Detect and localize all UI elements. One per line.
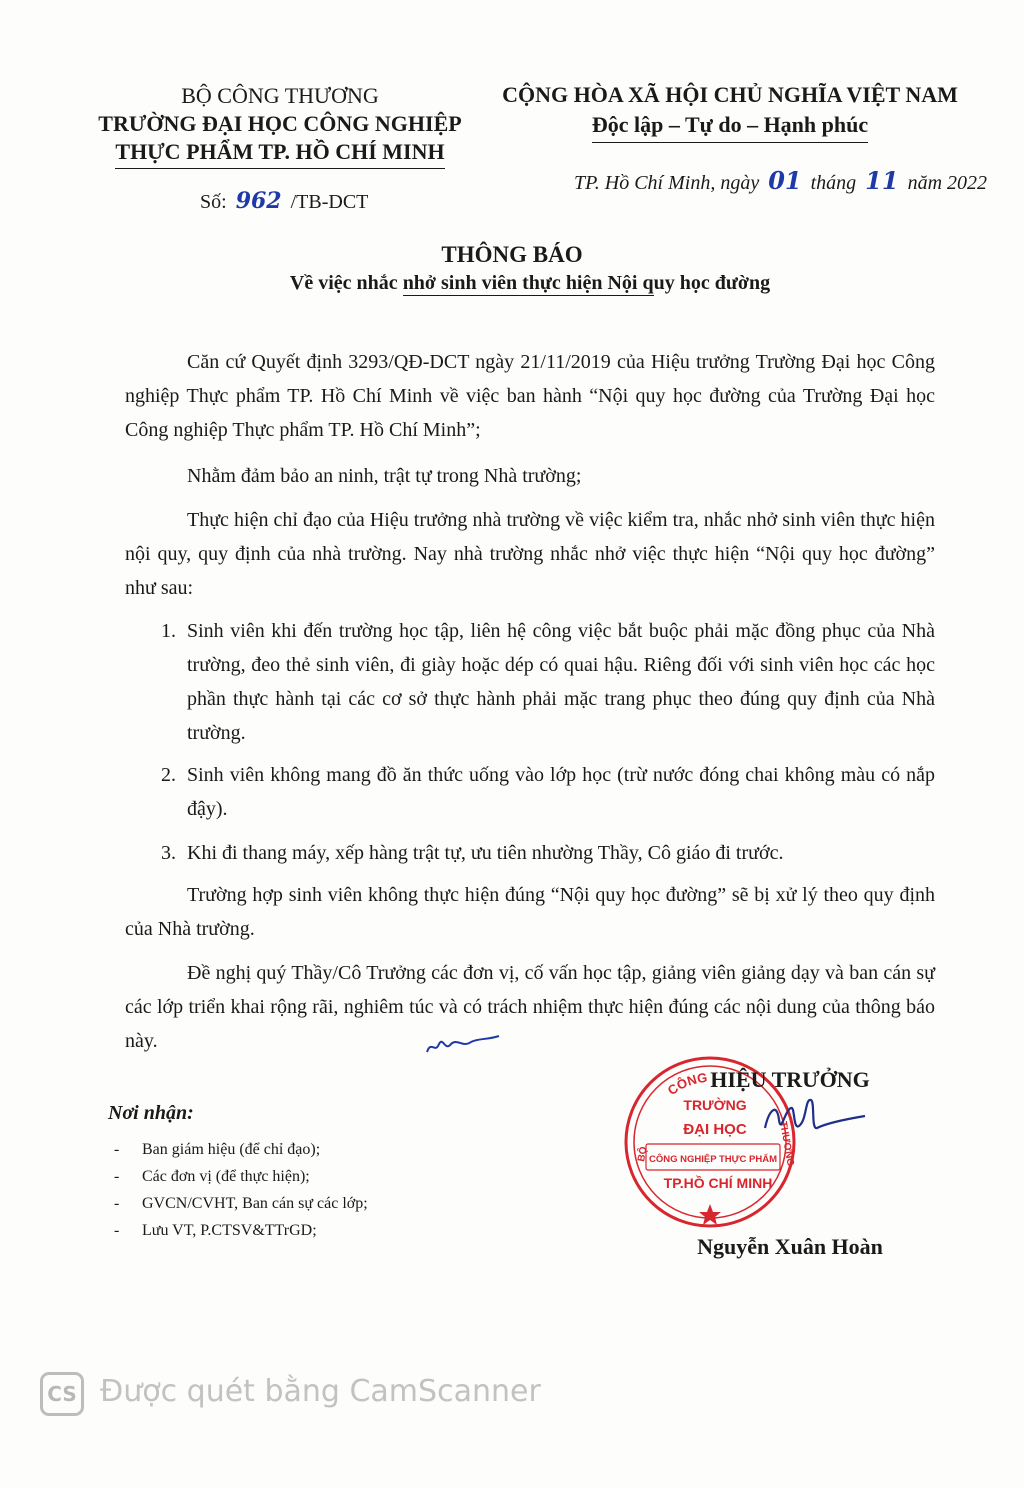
list-item (125, 836, 935, 870)
list-item (125, 614, 935, 750)
school-name-line2: THỰC PHẨM TP. HỒ CHÍ MINH (115, 138, 444, 169)
paragraph-text: Căn cứ Quyết định 3293/QĐ-DCT ngày 21/11/2019 của Hiệu trưởng Trường Đại học Công nghiệp Thực phẩm TP. Hồ Chí Minh về việc ban hành “Nội quy học đường của Trường Đại học Công nghiệp Thực phẩm TP. Hồ Chí Minh”; (125, 351, 935, 441)
signer-title: HIỆU TRƯỞNG (710, 1067, 870, 1092)
issuer-block (60, 82, 500, 169)
school-name-line1: TRƯỜNG ĐẠI HỌC CÔNG NGHIỆP (98, 111, 462, 136)
paragraph-text: Thực hiện chỉ đạo của Hiệu trưởng nhà trường về việc kiểm tra, nhắc nhở sinh viên thực hiện nội quy, quy định của nhà trường. Nay nhà trường nhắc nhở việc thực hiện “Nội quy học đường” như sau: (125, 509, 935, 599)
subtitle-part-3: uy học đường (653, 272, 771, 294)
list-dash: - (114, 1222, 120, 1239)
date-year: năm 2022 (907, 172, 988, 194)
recipient-text: Ban giám hiệu (để chỉ đạo); (142, 1141, 321, 1158)
document-number (200, 188, 368, 214)
seal-top-text: CÔNG (664, 1069, 709, 1099)
paragraph-purpose (125, 459, 935, 493)
issue-date (574, 166, 987, 195)
seal-line3: CÔNG NGHIỆP THỰC PHẨM (648, 1154, 778, 1165)
recipient-text: Các đơn vị (để thực hiện); (142, 1168, 310, 1185)
seal-line1: TRƯỜNG (683, 1097, 747, 1113)
date-day: 01 (768, 166, 802, 195)
seal-line4: TP.HỒ CHÍ MINH (663, 1175, 773, 1191)
handwritten-initial (423, 1030, 503, 1060)
list-item (108, 1163, 508, 1190)
list-item-number: 3. (161, 842, 176, 864)
seal-star-icon (699, 1204, 721, 1225)
paragraph-legal-basis (125, 345, 935, 447)
date-prefix: TP. Hồ Chí Minh, ngày (574, 172, 760, 194)
list-item-text: Sinh viên khi đến trường học tập, liên hệ công việc bắt buộc phải mặc đồng phục của Nhà trường, đeo thẻ sinh viên, đi giày hoặc dép có quai hậu. Riêng đối với sinh viên học các học phần thực hành tại các cơ sở thực hành phải mặc trang phục theo đúng quy định của Nhà trường. (187, 620, 935, 744)
national-header (470, 80, 990, 143)
list-item-number: 2. (161, 764, 176, 786)
paragraph-consequence (125, 878, 935, 946)
list-item-number: 1. (161, 620, 176, 642)
list-item (108, 1217, 508, 1244)
watermark-text: Được quét bằng CamScanner (100, 1374, 541, 1409)
paragraph-directive (125, 503, 935, 605)
nation-name: CỘNG HÒA XÃ HỘI CHỦ NGHĨA VIỆT NAM (502, 82, 958, 107)
list-item-text: Sinh viên không mang đồ ăn thức uống vào lớp học (trừ nước đóng chai không màu có nắp đậy). (187, 764, 935, 820)
seal-line2: ĐẠI HỌC (683, 1121, 747, 1138)
paragraph-text: Đề nghị quý Thầy/Cô Trưởng các đơn vị, cố vấn học tập, giảng viên giảng dạy và ban cán sự các lớp triển khai rộng rãi, nghiêm túc và có trách nhiệm thực hiện đúng các nội dung của thông báo này. (125, 962, 935, 1052)
paragraph-text: Nhằm đảm bảo an ninh, trật tự trong Nhà trường; (187, 465, 582, 487)
list-dash: - (114, 1168, 120, 1185)
number-suffix: /TB-DCT (290, 191, 369, 213)
national-motto: Độc lập – Tự do – Hạnh phúc (592, 110, 868, 143)
subtitle-part-2: nhở sinh viên thực hiện Nội q (402, 272, 654, 294)
recipients-list (108, 1136, 508, 1244)
subtitle-part-1: Về việc nhắc (289, 272, 403, 294)
signer-name: Nguyễn Xuân Hoàn (697, 1234, 883, 1259)
list-dash: - (114, 1195, 120, 1212)
recipient-text: GVCN/CVHT, Ban cán sự các lớp; (142, 1195, 368, 1212)
list-item (125, 758, 935, 826)
document-title: THÔNG BÁO (441, 242, 583, 267)
date-month: 11 (865, 166, 899, 195)
handwritten-signature (755, 1090, 875, 1140)
paragraph-text: Trường hợp sinh viên không thực hiện đúng “Nội quy học đường” sẽ bị xử lý theo quy định của Nhà trường. (125, 884, 935, 940)
list-item-text: Khi đi thang máy, xếp hàng trật tự, ưu tiên nhường Thầy, Cô giáo đi trước. (187, 842, 784, 864)
number-value: 962 (235, 188, 282, 214)
ministry-name: BỘ CÔNG THƯƠNG (181, 83, 379, 108)
number-label: Số: (200, 191, 227, 213)
list-item (108, 1136, 508, 1163)
date-month-label: tháng (810, 172, 857, 194)
document-subtitle (0, 272, 1024, 295)
list-item (108, 1190, 508, 1217)
seal-left-text: BỘ (636, 1145, 650, 1163)
paragraph-request (125, 956, 935, 1058)
recipient-text: Lưu VT, P.CTSV&TTrGD; (142, 1222, 317, 1239)
list-dash: - (114, 1141, 120, 1158)
recipients-title: Nơi nhận: (108, 1102, 194, 1124)
camscanner-logo-icon: CS (40, 1372, 84, 1416)
seal-right-text: THƯƠNG (777, 1120, 796, 1167)
